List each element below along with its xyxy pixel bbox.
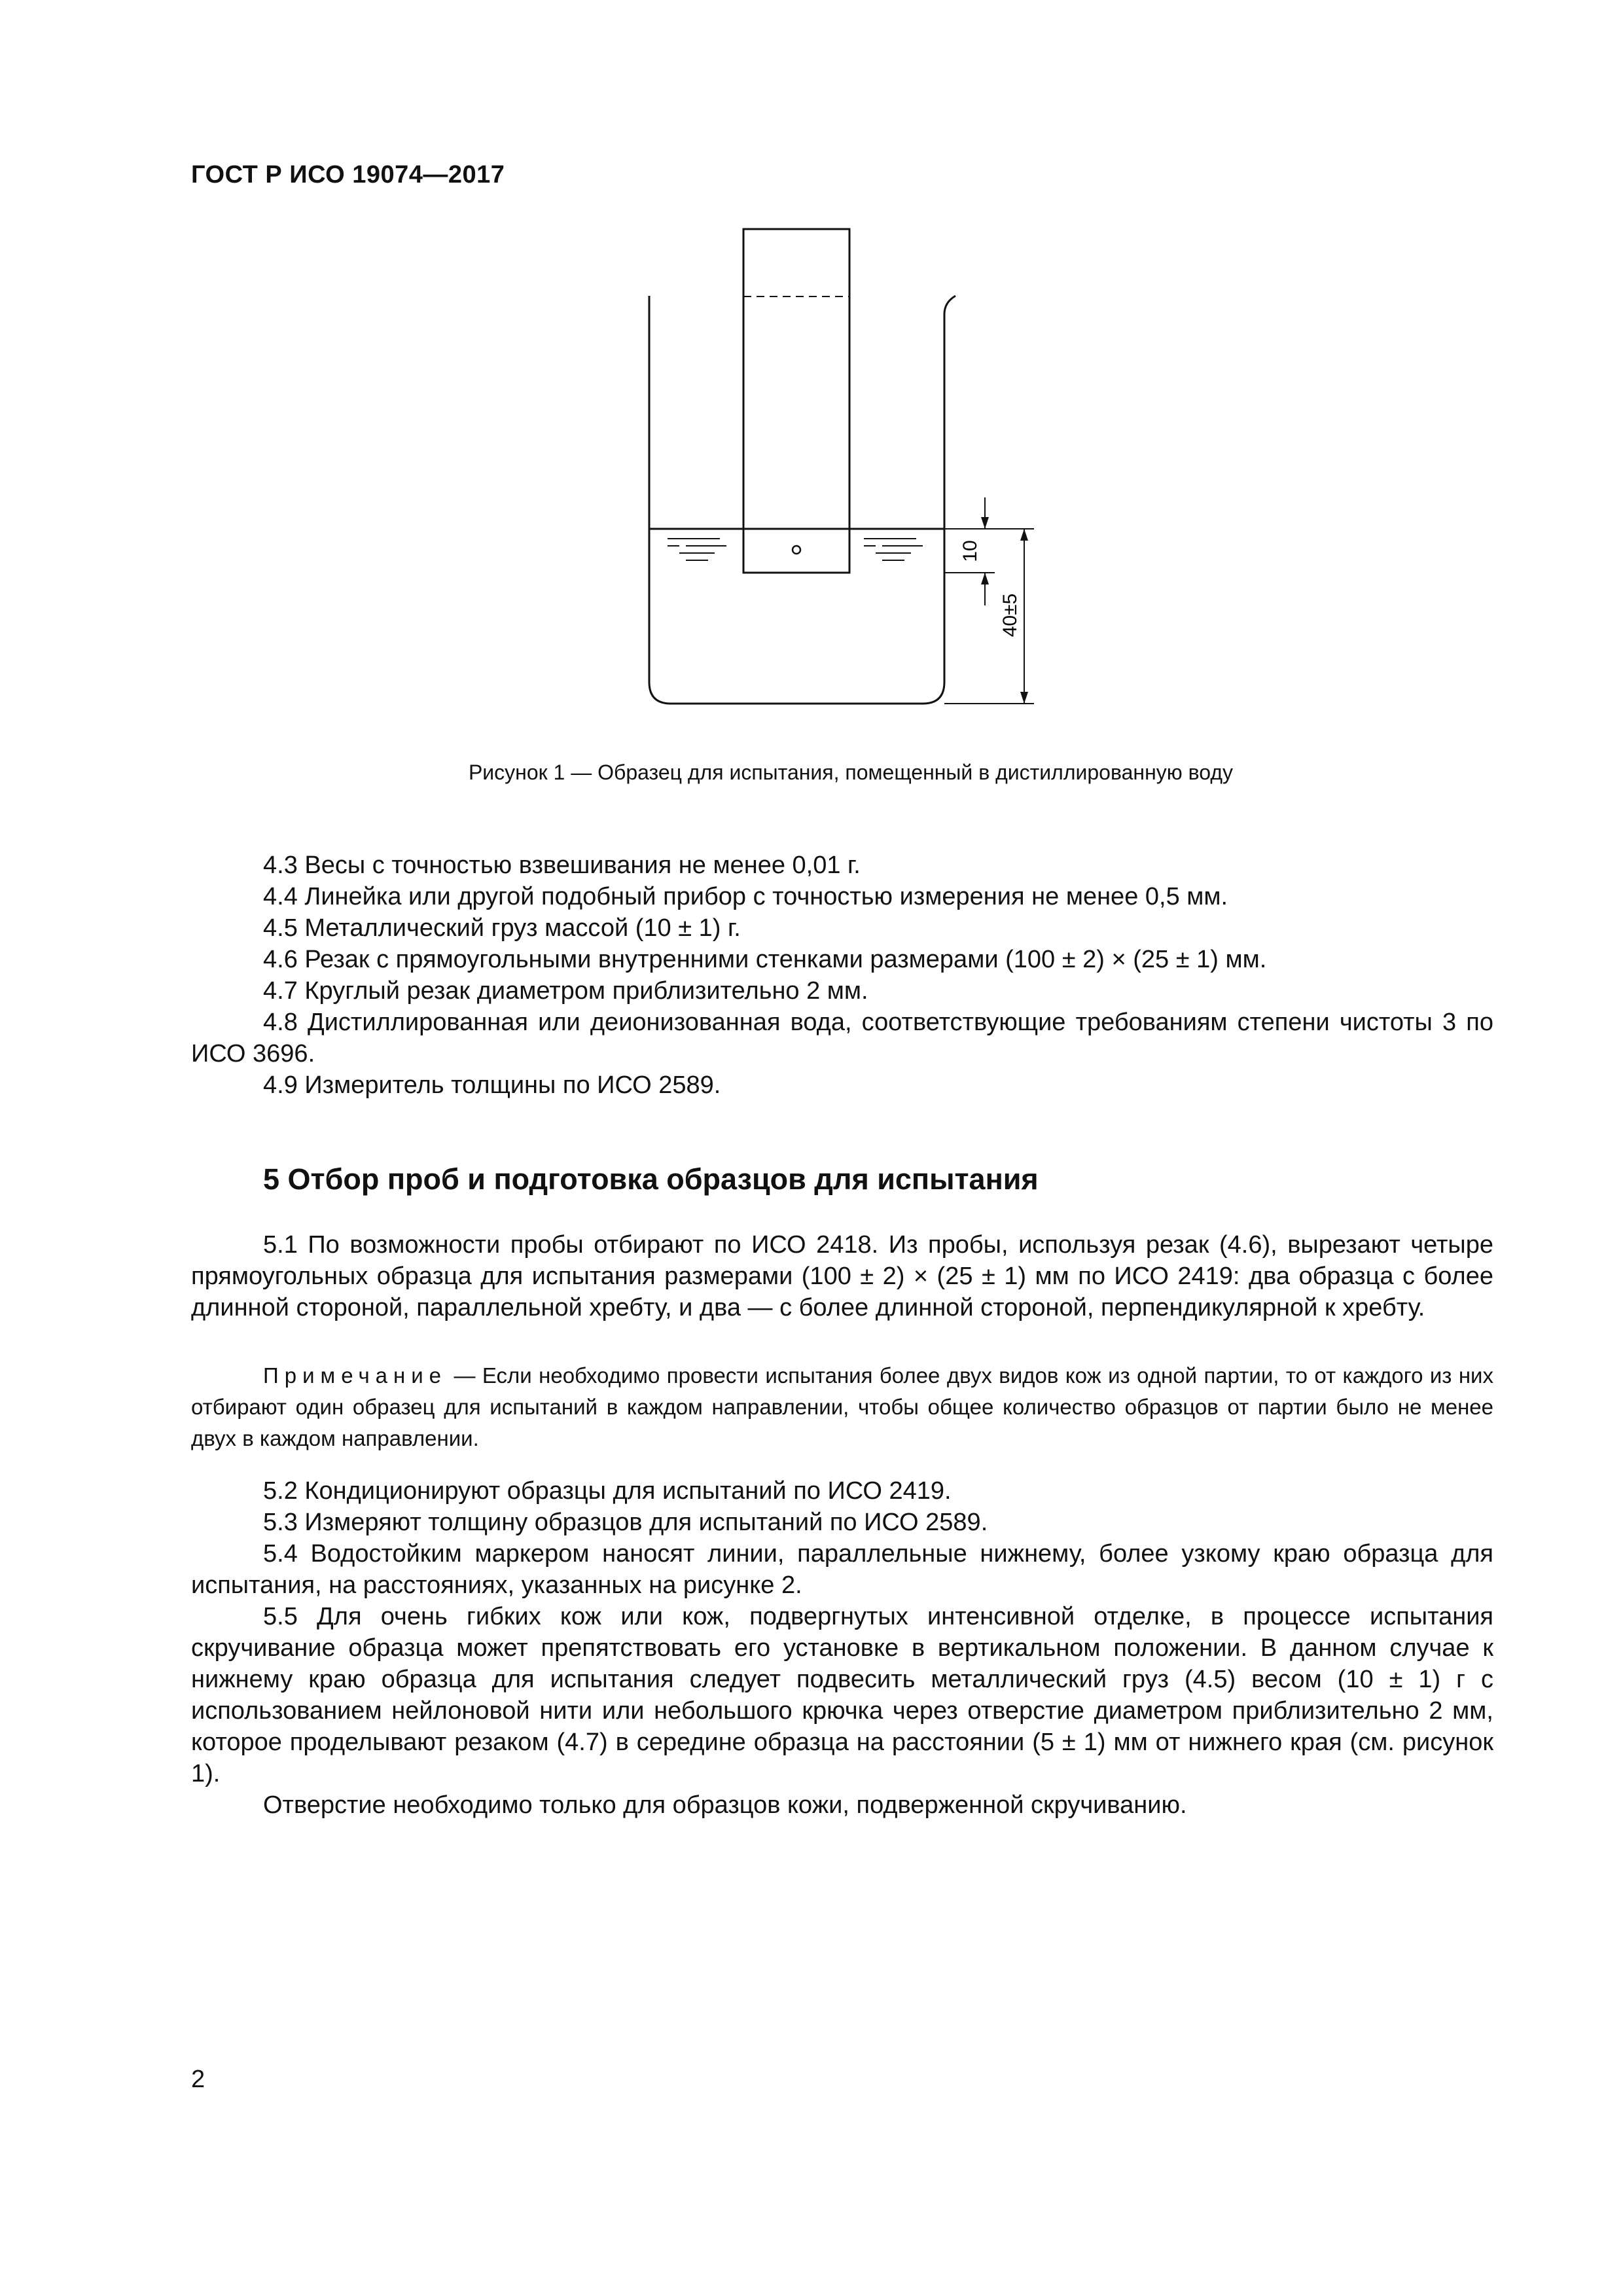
paragraph-5-1: 5.1 По возможности пробы отбирают по ИСО 2418. Из пробы, используя резак (4.6), вырезают четыре прямоугольных образца для испытания размерами (100 ± 2) × (25 ± 1) мм по ИСО 2419: два образца с более длинной стороной, параллельной хребту, и два — с более длинной стороной, перпендикулярной к хребту. (191, 1231, 1493, 1321)
paragraph-5-2: 5.2 Кондиционируют образцы для испытаний по ИСО 2419. (263, 1477, 952, 1505)
document-header: ГОСТ Р ИСО 19074—2017 (191, 161, 505, 188)
section-5-1 (191, 1229, 1493, 1323)
figure-caption: Рисунок 1 — Образец для испытания, помещенный в дистиллированную воду (468, 761, 1234, 784)
specimen-strip (743, 229, 849, 573)
note-paragraph (191, 1360, 1493, 1454)
note-label: Примечание (263, 1363, 448, 1388)
section-title: 5 Отбор проб и подготовка образцов для испытания (263, 1162, 1039, 1196)
note-text: — Если необходимо провести испытания более двух видов кож из одной партии, то от каждого из них отбирают один образец для испытаний в каждом направлении, чтобы общее количество образцов от партии было не менее двух в каждом направлении. (191, 1363, 1493, 1450)
paragraph-5-5: 5.5 Для очень гибких кож или кож, подвергнутых интенсивной отделке, в процессе испытания скручивание образца может препятствовать его установке в вертикальном положении. В данном случае к нижнему краю образца для испытания следует подвесить металлический груз (4.5) весом (10 ± 1) г с использованием нейлоновой нити или небольшого крючка через отверстие диаметром приблизительно 2 мм, которое проделывают резаком (4.7) в середине образца на расстоянии (5 ± 1) мм от нижнего края (см. рисунок 1). (191, 1603, 1493, 1787)
list-item: 4.5 Металлический груз массой (10 ± 1) г. (263, 914, 741, 942)
paragraph-5-4: 5.4 Водостойким маркером наносят линии, параллельные нижнему, более узкому краю образца для испытания, на расстояниях, указанных на рисунке 2. (191, 1540, 1493, 1599)
section-5-rest (191, 1475, 1493, 1821)
dimension-label-40: 40±5 (999, 593, 1021, 637)
page-number: 2 (191, 2066, 205, 2093)
note-block (191, 1360, 1493, 1454)
list-item: 4.6 Резак с прямоугольными внутренними стенками размерами (100 ± 2) × (25 ± 1) мм. (263, 946, 1267, 973)
list-item: 4.8 Дистиллированная или деионизованная вода, соответствующие требованиям степени чистоты 3 по ИСО 3696. (191, 1009, 1493, 1067)
list-item: 4.4 Линейка или другой подобный прибор с точностью измерения не менее 0,5 мм. (263, 883, 1228, 910)
list-item: 4.3 Весы с точностью взвешивания не менее 0,01 г. (263, 852, 861, 879)
paragraph-5-3: 5.3 Измеряют толщину образцов для испытаний по ИСО 2589. (263, 1509, 988, 1536)
list-item: 4.9 Измеритель толщины по ИСО 2589. (263, 1071, 721, 1099)
dimension-label-10: 10 (959, 540, 981, 562)
paragraph-final: Отверстие необходимо только для образцов кожи, подверженной скручиванию. (263, 1791, 1187, 1819)
equipment-list (191, 850, 1493, 1101)
beaker-outline (649, 296, 955, 704)
figure-beaker-diagram (0, 0, 1623, 753)
list-item: 4.7 Круглый резак диаметром приблизительно 2 мм. (263, 977, 868, 1005)
specimen-hole (793, 546, 800, 554)
